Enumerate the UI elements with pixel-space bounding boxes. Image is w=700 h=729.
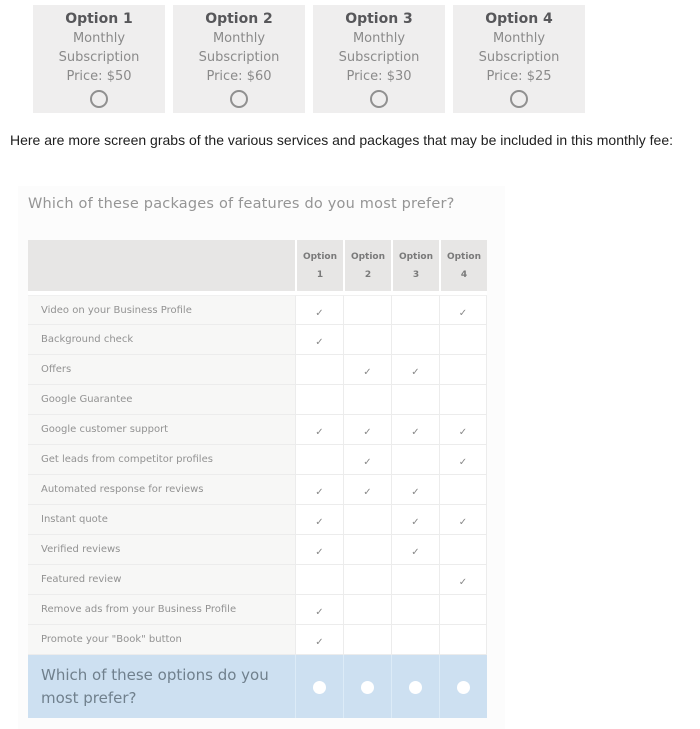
table-row	[28, 385, 487, 415]
table-row	[28, 505, 487, 535]
option-1-radio-button[interactable]	[90, 90, 108, 108]
check-cell-empty	[391, 595, 439, 625]
feature-label: Get leads from competitor profiles	[28, 445, 295, 475]
checkmark-icon: ✓	[458, 577, 468, 588]
table-header-row	[28, 240, 487, 295]
check-cell-checked	[439, 295, 487, 325]
check-cell-empty	[391, 565, 439, 595]
footer-radio-cell-option-2	[343, 655, 391, 718]
footer-radio-cell-option-1	[295, 655, 343, 718]
column-header-word: Option	[446, 251, 482, 262]
checkmark-icon: ✓	[315, 307, 324, 319]
feature-label: Featured review	[28, 565, 295, 595]
checkmark-icon: ✓	[411, 487, 420, 498]
checkmark-icon: ✓	[315, 517, 324, 528]
check-cell-checked	[295, 505, 343, 535]
check-cell-empty	[295, 445, 343, 475]
check-cell-checked	[391, 535, 439, 565]
option-line-1: Monthly	[72, 31, 126, 46]
check-cell-empty	[391, 445, 439, 475]
feature-label: Offers	[28, 355, 295, 385]
feature-label: Automated response for reviews	[28, 475, 295, 505]
option-price: Price: $25	[486, 69, 552, 84]
check-cell-empty	[295, 565, 343, 595]
column-header-number: 4	[460, 269, 468, 280]
check-cell-empty	[343, 595, 391, 625]
option-price: Price: $50	[66, 69, 132, 84]
checkmark-icon: ✓	[315, 337, 324, 348]
footer-radio-option-1[interactable]	[313, 681, 326, 694]
checkmark-icon: ✓	[458, 427, 468, 438]
check-cell-empty	[343, 385, 391, 415]
feature-label: Remove ads from your Business Profile	[28, 595, 295, 625]
check-cell-checked	[295, 295, 343, 325]
subscription-option-card-1	[33, 5, 165, 113]
option-title: Option 3	[345, 11, 413, 27]
footer-radio-cell-option-3	[391, 655, 439, 718]
check-cell-empty	[391, 325, 439, 355]
check-cell-checked	[439, 565, 487, 595]
checkmark-icon: ✓	[315, 427, 324, 438]
check-cell-empty	[439, 595, 487, 625]
feature-label: Google Guarantee	[28, 385, 295, 415]
check-cell-empty	[439, 325, 487, 355]
table-row	[28, 295, 487, 325]
checkmark-icon: ✓	[411, 517, 420, 528]
option-line-1: Monthly	[352, 31, 406, 46]
feature-label: Instant quote	[28, 505, 295, 535]
check-cell-checked	[343, 355, 391, 385]
subscription-option-card-3	[313, 5, 445, 113]
option-title: Option 2	[205, 11, 273, 27]
checkmark-icon: ✓	[315, 547, 324, 558]
checkmark-icon: ✓	[363, 457, 372, 468]
footer-radio-cell-option-4	[439, 655, 487, 718]
check-cell-checked	[343, 475, 391, 505]
checkmark-icon: ✓	[411, 547, 420, 558]
checkmark-icon: ✓	[363, 487, 372, 498]
footer-radio-option-4[interactable]	[457, 681, 470, 694]
column-header-number: 2	[364, 269, 372, 280]
check-cell-checked	[439, 445, 487, 475]
table-row	[28, 325, 487, 355]
table-row	[28, 475, 487, 505]
check-cell-empty	[439, 625, 487, 655]
intro-text: Here are more screen grabs of the various services and packages that may be included in this monthly fee:	[10, 132, 674, 148]
table-row	[28, 565, 487, 595]
check-cell-checked	[343, 445, 391, 475]
survey-panel	[18, 186, 505, 729]
option-4-radio-button[interactable]	[510, 90, 528, 108]
check-cell-checked	[295, 535, 343, 565]
features-table	[28, 240, 487, 718]
feature-label: Google customer support	[28, 415, 295, 445]
check-cell-checked	[439, 415, 487, 445]
check-cell-empty	[439, 535, 487, 565]
option-2-radio-button[interactable]	[230, 90, 248, 108]
feature-label: Verified reviews	[28, 535, 295, 565]
column-header-option-2	[343, 240, 391, 295]
check-cell-checked	[295, 595, 343, 625]
check-cell-checked	[391, 505, 439, 535]
checkmark-icon: ✓	[411, 367, 420, 378]
table-row	[28, 535, 487, 565]
check-cell-empty	[295, 385, 343, 415]
check-cell-checked	[295, 325, 343, 355]
option-price: Price: $60	[206, 69, 272, 84]
column-header-word: Option	[350, 251, 386, 262]
check-cell-empty	[343, 295, 391, 325]
check-cell-checked	[439, 505, 487, 535]
subscription-option-card-2	[173, 5, 305, 113]
checkmark-icon: ✓	[458, 457, 468, 468]
check-cell-empty	[391, 625, 439, 655]
option-line-2: Subscription	[338, 50, 420, 65]
column-header-word: Option	[302, 251, 338, 262]
column-header-option-4	[439, 240, 487, 295]
check-cell-empty	[343, 505, 391, 535]
check-cell-empty	[391, 385, 439, 415]
check-cell-checked	[295, 625, 343, 655]
table-row	[28, 445, 487, 475]
check-cell-checked	[295, 415, 343, 445]
header-empty-cell	[28, 240, 295, 295]
column-header-word: Option	[398, 251, 434, 262]
option-price: Price: $30	[346, 69, 412, 84]
checkmark-icon: ✓	[411, 427, 420, 438]
option-line-2: Subscription	[198, 50, 280, 65]
checkmark-icon: ✓	[458, 517, 468, 528]
feature-label: Promote your "Book" button	[28, 625, 295, 655]
checkmark-icon: ✓	[363, 427, 372, 438]
check-cell-empty	[343, 565, 391, 595]
option-3-radio-button[interactable]	[370, 90, 388, 108]
column-header-number: 1	[316, 269, 324, 280]
feature-label: Background check	[28, 325, 295, 355]
check-cell-empty	[295, 355, 343, 385]
table-row	[28, 355, 487, 385]
check-cell-empty	[343, 625, 391, 655]
check-cell-checked	[295, 475, 343, 505]
footer-question-row	[28, 655, 487, 718]
check-cell-empty	[439, 385, 487, 415]
check-cell-checked	[391, 415, 439, 445]
subscription-options-row	[33, 5, 585, 113]
column-header-option-3	[391, 240, 439, 295]
option-title: Option 4	[485, 11, 553, 27]
option-line-2: Subscription	[58, 50, 140, 65]
footer-radio-option-3[interactable]	[409, 681, 422, 694]
footer-question: Which of these options do you most prefer?	[28, 655, 295, 718]
option-line-2: Subscription	[478, 50, 560, 65]
option-line-1: Monthly	[492, 31, 546, 46]
subscription-option-card-4	[453, 5, 585, 113]
table-row	[28, 625, 487, 655]
feature-label: Video on your Business Profile	[28, 295, 295, 325]
option-line-1: Monthly	[212, 31, 266, 46]
checkmark-icon: ✓	[315, 607, 324, 618]
check-cell-checked	[343, 415, 391, 445]
check-cell-checked	[391, 475, 439, 505]
check-cell-empty	[343, 325, 391, 355]
option-title: Option 1	[65, 11, 133, 27]
check-cell-checked	[391, 355, 439, 385]
checkmark-icon: ✓	[363, 367, 372, 378]
checkmark-icon: ✓	[315, 637, 324, 648]
check-cell-empty	[343, 535, 391, 565]
checkmark-icon: ✓	[315, 487, 324, 498]
column-header-number: 3	[412, 269, 420, 280]
check-cell-empty	[439, 475, 487, 505]
table-row	[28, 415, 487, 445]
check-cell-empty	[439, 355, 487, 385]
survey-question: Which of these packages of features do you most prefer?	[28, 196, 455, 212]
check-cell-empty	[391, 295, 439, 325]
column-header-option-1	[295, 240, 343, 295]
table-row	[28, 595, 487, 625]
footer-radio-option-2[interactable]	[361, 681, 374, 694]
checkmark-icon: ✓	[458, 307, 468, 319]
